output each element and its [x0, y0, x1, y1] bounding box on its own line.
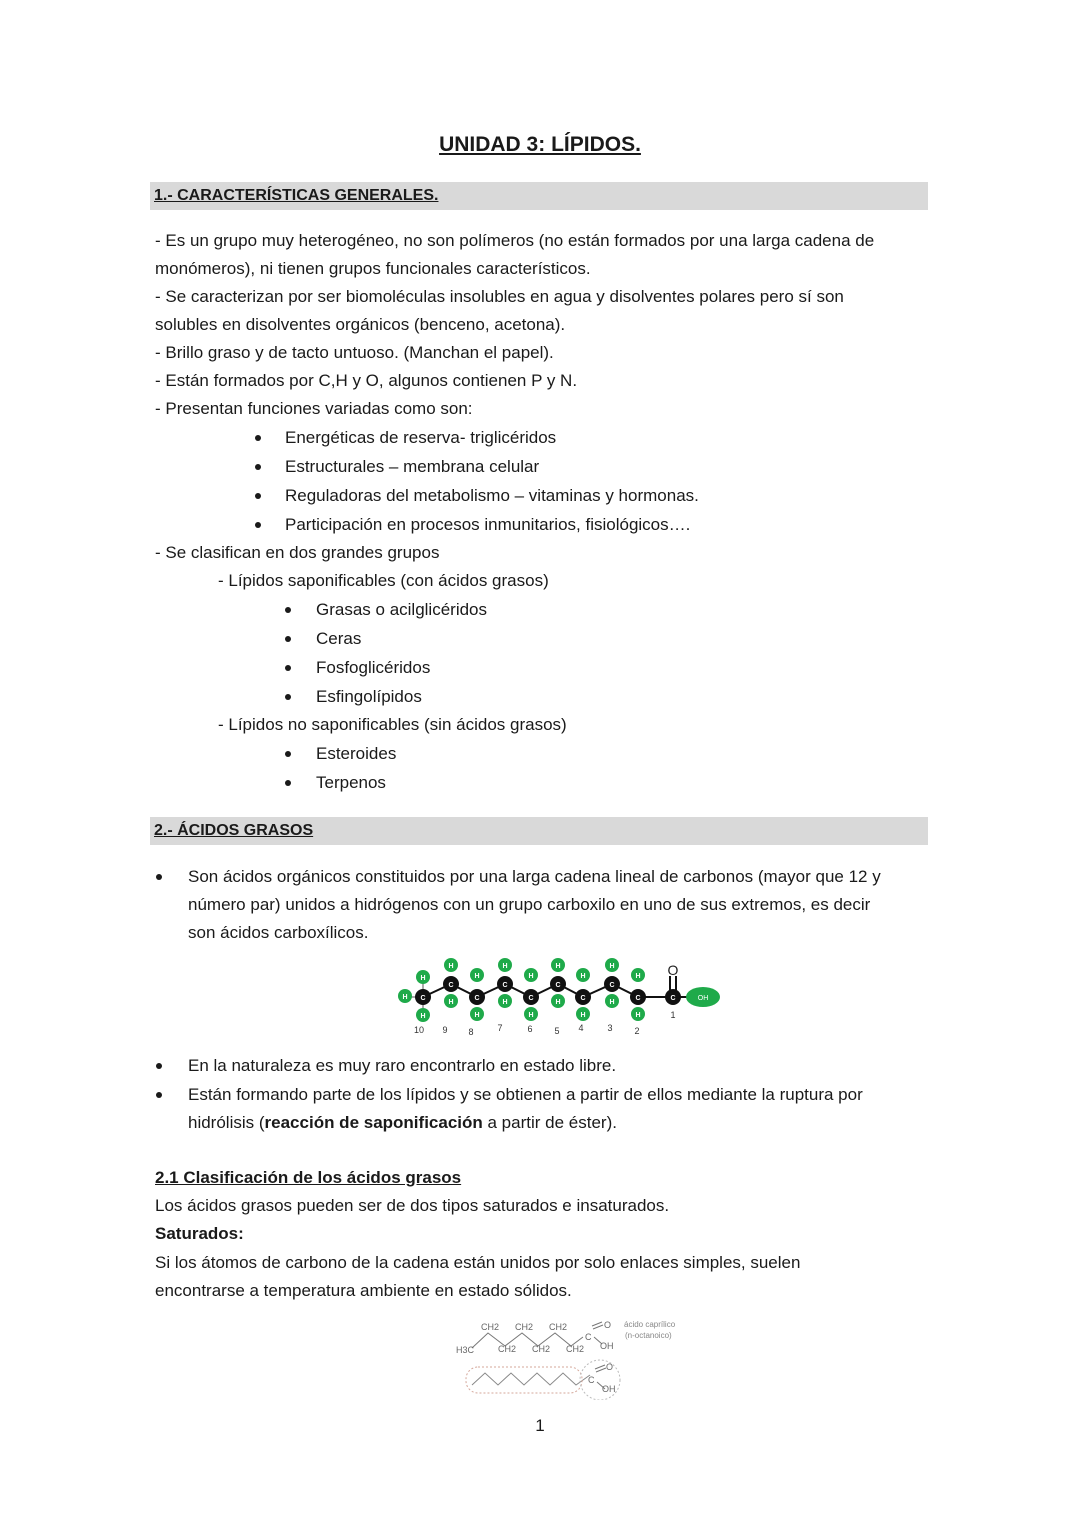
svg-text:H: H	[609, 999, 615, 1006]
svg-text:C: C	[474, 995, 480, 1002]
svg-text:H: H	[448, 963, 454, 970]
svg-text:C: C	[502, 982, 508, 989]
list-item: Grasas o acilglicéridos	[316, 600, 488, 619]
list-item: Terpenos	[316, 773, 386, 792]
svg-text:C: C	[609, 982, 615, 989]
svg-text:O: O	[667, 962, 679, 978]
oxygen-label: O	[606, 1362, 614, 1372]
svg-text:C: C	[580, 995, 586, 1002]
svg-text:10: 10	[413, 1025, 425, 1035]
carbon-label: C	[585, 1332, 592, 1342]
hydroxyl-label: OH	[602, 1384, 616, 1394]
list-item: Energéticas de reserva- triglicéridos	[285, 428, 557, 447]
subsection-heading: 2.1 Clasificación de los ácidos grasos	[155, 1168, 462, 1187]
h3c-label: H3C	[456, 1345, 475, 1355]
paragraph-line: - Están formados por C,H y O, algunos contienen P y N.	[155, 371, 578, 390]
svg-text:C: C	[555, 982, 561, 989]
ch2-label: CH2	[532, 1344, 551, 1354]
svg-text:1: 1	[670, 1010, 676, 1020]
paragraph-line: Los ácidos grasos pueden ser de dos tipos saturados e insaturados.	[155, 1196, 670, 1215]
svg-text:H: H	[555, 999, 561, 1006]
paragraph-line: monómeros), ni tienen grupos funcionales característicos.	[155, 259, 591, 278]
bullet-icon	[285, 694, 291, 700]
ch2-label: CH2	[566, 1344, 585, 1354]
ch2-label: CH2	[498, 1344, 517, 1354]
acid-name-label: ácido caprílico	[624, 1320, 676, 1329]
acid-systematic-name: (n-octanoico)	[625, 1331, 672, 1340]
list-item: Participación en procesos inmunitarios, fisiológicos….	[285, 515, 691, 534]
svg-text:H: H	[528, 973, 534, 980]
paragraph-line: - Se clasifican en dos grandes grupos	[155, 543, 440, 562]
paragraph-line: solubles en disolventes orgánicos (benceno, acetona).	[155, 315, 566, 334]
list-item: Fosfoglicéridos	[316, 658, 431, 677]
bullet-icon	[255, 493, 261, 499]
section-heading-band	[150, 817, 928, 845]
hydroxyl-label: OH	[600, 1341, 614, 1351]
svg-text:H: H	[635, 1012, 641, 1019]
carbon-label: C	[588, 1375, 595, 1385]
svg-text:4: 4	[578, 1023, 584, 1033]
svg-text:H: H	[528, 1012, 534, 1019]
svg-text:H: H	[555, 963, 561, 970]
paragraph-line: Si los átomos de carbono de la cadena están unidos por solo enlaces simples, suelen	[155, 1253, 801, 1272]
svg-text:C: C	[670, 995, 676, 1002]
ch2-label: CH2	[549, 1322, 568, 1332]
svg-text:H: H	[448, 999, 454, 1006]
svg-text:C: C	[448, 982, 454, 989]
oxygen-label: O	[604, 1320, 612, 1330]
paragraph-line: - Se caracterizan por ser biomoléculas insolubles en agua y disolventes polares pero sí son	[155, 287, 844, 306]
section-heading-band	[150, 182, 928, 210]
svg-text:2: 2	[634, 1026, 640, 1036]
svg-text:H: H	[635, 973, 641, 980]
svg-text:6: 6	[527, 1024, 533, 1034]
bullet-icon	[156, 1063, 162, 1069]
svg-text:7: 7	[497, 1023, 503, 1033]
svg-text:9: 9	[442, 1025, 448, 1035]
svg-text:5: 5	[554, 1026, 560, 1036]
section-2-heading: 2.- ÁCIDOS GRASOS	[154, 822, 314, 839]
svg-text:H: H	[402, 994, 408, 1001]
list-item: Ceras	[316, 629, 362, 648]
bullet-icon	[285, 665, 291, 671]
bullet-icon	[255, 435, 261, 441]
paragraph-line: - Presentan funciones variadas como son:	[155, 399, 473, 418]
text-run: a partir de éster).	[482, 1113, 617, 1132]
svg-text:H: H	[420, 1013, 426, 1020]
paragraph-line: - Brillo graso y de tacto untuoso. (Manchan el papel).	[155, 343, 554, 362]
svg-text:H: H	[474, 1012, 480, 1019]
fatty-acid-molecule-diagram	[390, 955, 730, 1040]
svg-text:C: C	[528, 995, 534, 1002]
page-title: UNIDAD 3: LÍPIDOS.	[439, 133, 641, 156]
page-number: 1	[535, 1416, 545, 1435]
ch2-label: CH2	[515, 1322, 534, 1332]
group-label: - Lípidos no saponificables (sin ácidos grasos)	[218, 715, 567, 734]
text-run: hidrólisis (	[188, 1113, 265, 1132]
paragraph-line: Son ácidos orgánicos constituidos por una larga cadena lineal de carbonos (mayor que 12 y	[188, 867, 881, 886]
svg-text:H: H	[580, 973, 586, 980]
bold-term: reacción de saponificación	[264, 1113, 483, 1132]
svg-text:8: 8	[468, 1027, 474, 1037]
group-label: - Lípidos saponificables (con ácidos grasos)	[218, 571, 549, 590]
paragraph-line: Están formando parte de los lípidos y se obtienen a partir de ellos mediante la ruptura por	[188, 1085, 863, 1104]
paragraph-line	[188, 1112, 617, 1134]
ch2-label: CH2	[481, 1322, 500, 1332]
paragraph-line: En la naturaleza es muy raro encontrarlo en estado libre.	[188, 1056, 617, 1075]
bullet-icon	[255, 522, 261, 528]
svg-text:3: 3	[607, 1023, 613, 1033]
svg-text:H: H	[502, 999, 508, 1006]
saturated-label: Saturados:	[155, 1224, 244, 1243]
section-1-heading: 1.- CARACTERÍSTICAS GENERALES.	[154, 187, 439, 204]
svg-text:H: H	[474, 973, 480, 980]
bullet-icon	[156, 874, 162, 880]
svg-text:H: H	[609, 963, 615, 970]
list-item: Reguladoras del metabolismo – vitaminas y hormonas.	[285, 486, 699, 505]
bullet-icon	[156, 1092, 162, 1098]
svg-text:C: C	[635, 995, 641, 1002]
svg-text:H: H	[580, 1012, 586, 1019]
bullet-icon	[285, 607, 291, 613]
list-item: Estructurales – membrana celular	[285, 457, 540, 476]
paragraph-line: son ácidos carboxílicos.	[188, 923, 369, 942]
paragraph-line: número par) unidos a hidrógenos con un grupo carboxilo en uno de sus extremos, es decir	[188, 895, 871, 914]
svg-text:C: C	[420, 995, 426, 1002]
bullet-icon	[255, 464, 261, 470]
svg-text:H: H	[502, 963, 508, 970]
list-item: Esteroides	[316, 744, 397, 763]
svg-text:OH: OH	[697, 995, 709, 1002]
paragraph-line: - Es un grupo muy heterogéneo, no son polímeros (no están formados por una larga cadena de	[155, 231, 875, 250]
bullet-icon	[285, 751, 291, 757]
list-item: Esfingolípidos	[316, 687, 422, 706]
caprylic-acid-diagram	[415, 1310, 685, 1400]
svg-text:H: H	[420, 975, 426, 982]
paragraph-line: encontrarse a temperatura ambiente en estado sólidos.	[155, 1281, 572, 1300]
bullet-icon	[285, 780, 291, 786]
bullet-icon	[285, 636, 291, 642]
